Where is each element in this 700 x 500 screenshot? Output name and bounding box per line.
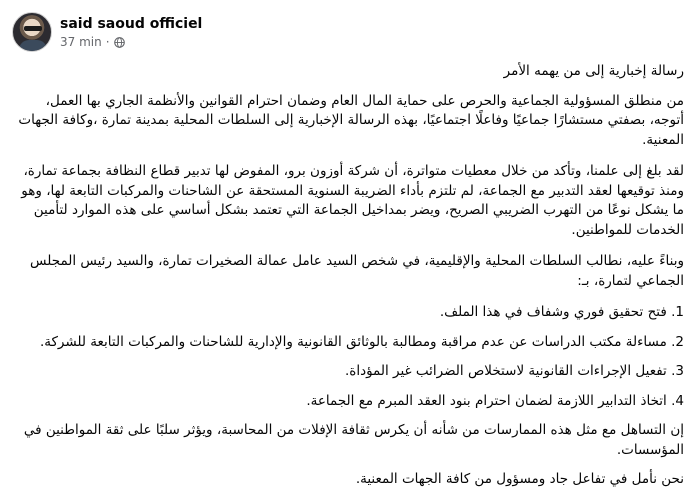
post-paragraph: إن التساهل مع مثل هذه الممارسات من شأنه أن يكرس ثقافة الإفلات من المحاسبة، ويؤثر سلبًا على ثقة المواطنين في المؤسسات. (23, 422, 684, 458)
demand-item-4: 4. اتخاذ التدابير اللازمة لضمان احترام بنود العقد المبرم مع الجماعة. (306, 392, 684, 409)
demand-item-2: 2. مساءلة مكتب الدراسات عن عدم مراقبة ومطالبة بالوثائق القانونية والإدارية للشاحنات والمركبات التابعة للشركة. (39, 333, 684, 350)
post-paragraph: من منطلق المسؤولية الجماعية والحرص على حماية المال العام وضمان احترام القوانين والأنظمة الجاري بها العمل، أتوجه، بصفتي مستشارًا جماعيًا وفاعلًا اجتماعيًا، بهذه الرسالة الإخبارية إلى السلطات المحلية بمدينة تمارة ،وكافة الجهات المعنية. (18, 92, 684, 148)
avatar-shirt (19, 40, 47, 52)
post-body (14, 62, 684, 500)
post-heading: رسالة إخبارية إلى من يهمه الأمر (503, 63, 684, 79)
demand-item-3: 3. تفعيل الإجراءات القانونية لاستخلاص الضرائب غير المؤداة. (344, 363, 684, 379)
post-paragraph: وبناءً عليه، نطالب السلطات المحلية والإقليمية، في شخص السيد عامل عمالة الصخيرات تمارة، والسيد رئيس المجلس الجماعي لتمارة، بـ: (30, 253, 684, 289)
post-closing: نحن نأمل في تفاعل جاد ومسؤول من كافة الجهات المعنية. (355, 471, 684, 487)
post-time[interactable]: 37 min (60, 35, 102, 49)
post-meta (60, 15, 202, 49)
globe-icon[interactable] (114, 37, 125, 48)
post-subline (60, 35, 202, 49)
post-paragraph: لقد بلغ إلى علمنا، وتأكد من خلال معطيات متواترة، أن شركة أوزون برو، المفوض لها تدبير قطاع النظافة بجماعة تمارة، ومنذ توقيعها لعقد التدبير مع الجماعة، لم تلتزم بأداء الضريبة السنوية المستحقة عن الشاحنات والمركبات التابعة لها، وهو ما يشكل نوعًا من التهرب الضريبي الصريح، ويضر بمداخيل الجماعة التي تعتمد بشكل أساسي على هذه الموارد لتأمين الخدمات للمواطنين. (21, 163, 684, 238)
separator-dot: · (105, 35, 110, 49)
demand-item-1: 1. فتح تحقيق فوري وشفاف في هذا الملف. (439, 304, 684, 320)
post-header (12, 10, 202, 54)
avatar-glasses (24, 26, 42, 31)
author-name[interactable]: said saoud officiel (60, 16, 203, 32)
avatar[interactable] (12, 12, 52, 52)
